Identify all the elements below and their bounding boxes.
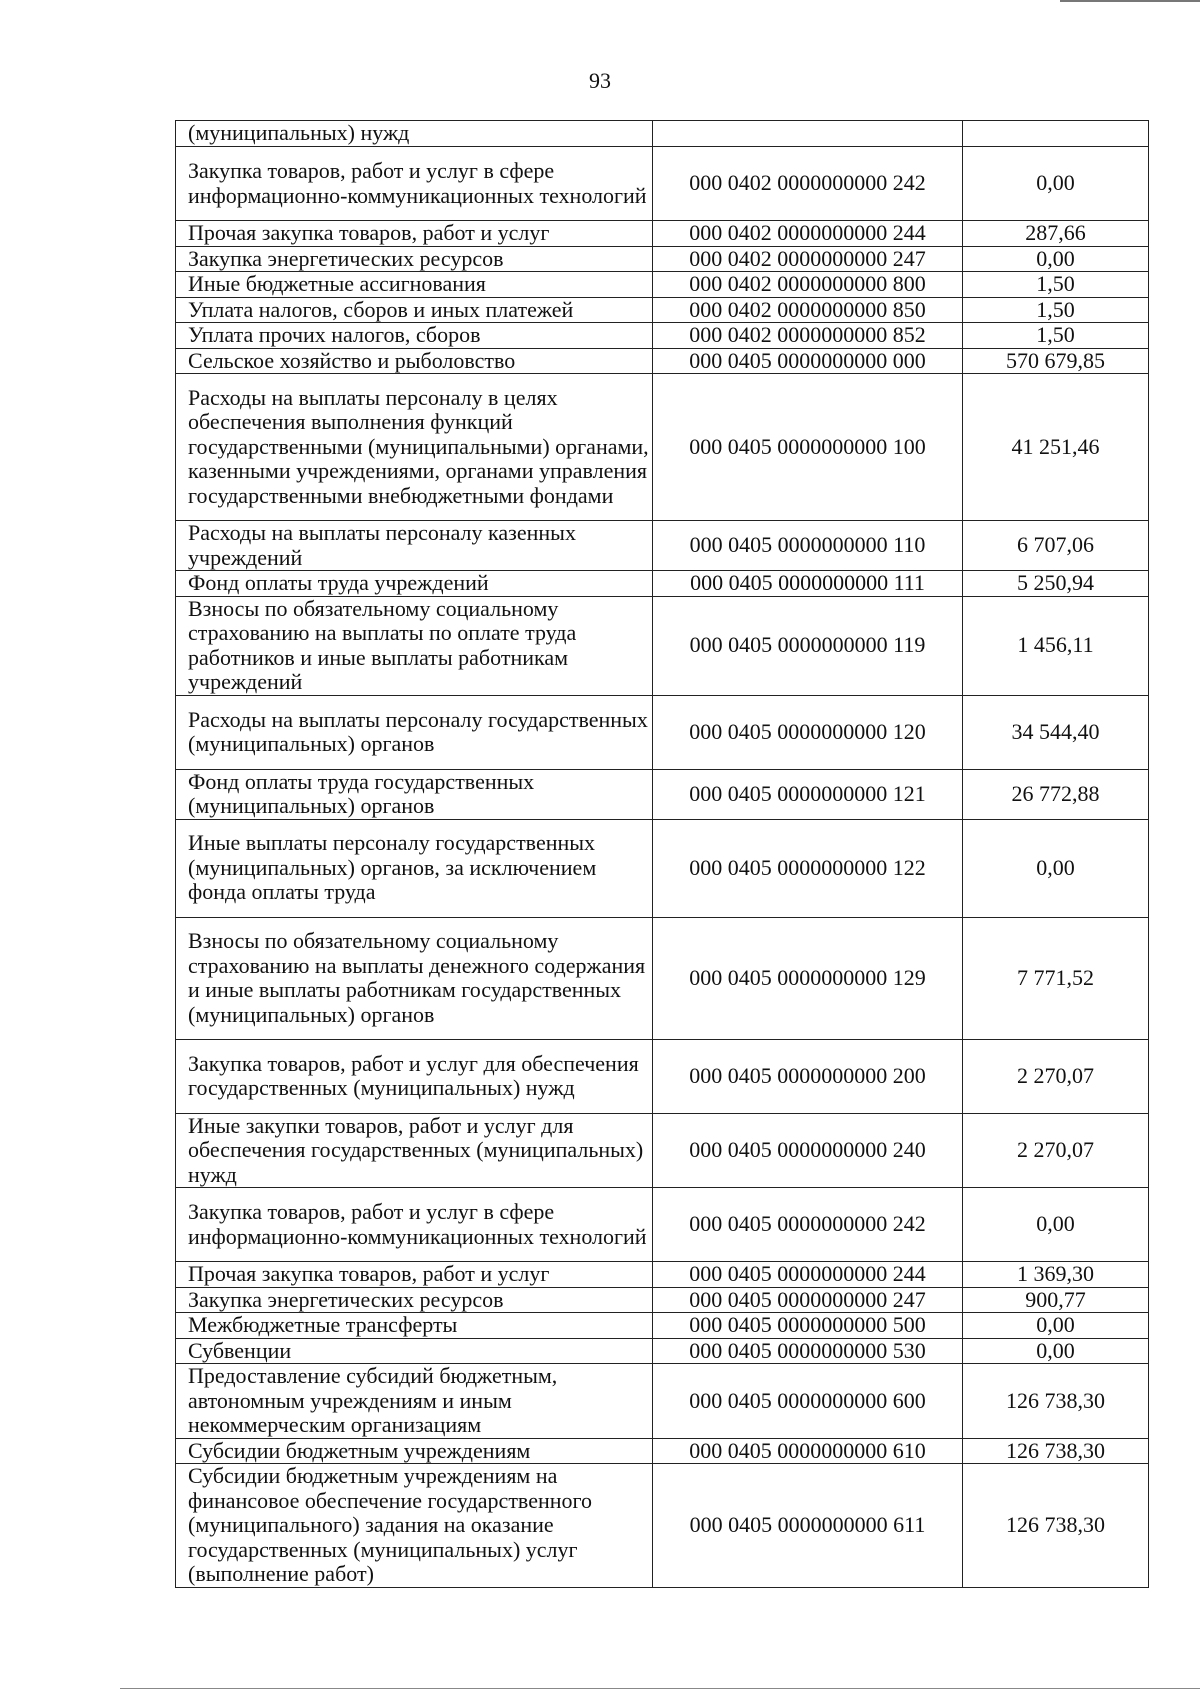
row-amount: 0,00 (963, 1313, 1149, 1339)
page-bottom-line (120, 1688, 1200, 1689)
row-budget-code: 000 0405 0000000000 129 (653, 917, 963, 1039)
row-amount: 41 251,46 (963, 374, 1149, 521)
row-budget-code: 000 0402 0000000000 247 (653, 246, 963, 272)
row-budget-code: 000 0405 0000000000 110 (653, 521, 963, 571)
table-row (176, 147, 1149, 221)
table-row (176, 297, 1149, 323)
table-row (176, 1262, 1149, 1288)
row-amount: 0,00 (963, 1338, 1149, 1364)
row-amount: 34 544,40 (963, 695, 1149, 769)
row-amount: 2 270,07 (963, 1113, 1149, 1188)
row-amount: 5 250,94 (963, 571, 1149, 597)
row-amount: 1,50 (963, 323, 1149, 349)
row-description: Фонд оплаты труда государственных (муниципальных) органов (176, 769, 653, 819)
scan-edge-line (1060, 0, 1200, 2)
row-budget-code: 000 0405 0000000000 000 (653, 348, 963, 374)
table-row (176, 1464, 1149, 1588)
row-amount: 7 771,52 (963, 917, 1149, 1039)
row-description: Закупка товаров, работ и услуг в сфере информационно-коммуникационных технологий (176, 147, 653, 221)
row-description: Закупка энергетических ресурсов (176, 1287, 653, 1313)
table-row (176, 1287, 1149, 1313)
table-row (176, 521, 1149, 571)
row-budget-code: 000 0405 0000000000 100 (653, 374, 963, 521)
row-amount: 1,50 (963, 272, 1149, 298)
row-description: (муниципальных) нужд (176, 121, 653, 147)
row-amount: 0,00 (963, 1188, 1149, 1262)
table-row (176, 374, 1149, 521)
row-description: Расходы на выплаты персоналу государственных (муниципальных) органов (176, 695, 653, 769)
row-budget-code: 000 0405 0000000000 240 (653, 1113, 963, 1188)
table-row (176, 121, 1149, 147)
row-description: Уплата налогов, сборов и иных платежей (176, 297, 653, 323)
row-amount: 287,66 (963, 221, 1149, 247)
row-budget-code (653, 121, 963, 147)
row-amount: 6 707,06 (963, 521, 1149, 571)
row-description: Субсидии бюджетным учреждениям на финансовое обеспечение государственного (муниципального) задания на оказание государственных (муниципальных) услуг (выполнение работ) (176, 1464, 653, 1588)
table-row (176, 1438, 1149, 1464)
table-row (176, 1188, 1149, 1262)
row-description: Иные бюджетные ассигнования (176, 272, 653, 298)
row-budget-code: 000 0405 0000000000 247 (653, 1287, 963, 1313)
table-row (176, 1313, 1149, 1339)
row-description: Взносы по обязательному социальному страхованию на выплаты денежного содержания и иные выплаты работникам государственных (муниципальных) органов (176, 917, 653, 1039)
table-row (176, 1113, 1149, 1188)
row-budget-code: 000 0405 0000000000 610 (653, 1438, 963, 1464)
table-row (176, 323, 1149, 349)
row-description: Расходы на выплаты персоналу казенных учреждений (176, 521, 653, 571)
row-budget-code: 000 0402 0000000000 800 (653, 272, 963, 298)
row-budget-code: 000 0405 0000000000 121 (653, 769, 963, 819)
row-amount: 900,77 (963, 1287, 1149, 1313)
row-description: Сельское хозяйство и рыболовство (176, 348, 653, 374)
row-amount: 1 369,30 (963, 1262, 1149, 1288)
row-description: Прочая закупка товаров, работ и услуг (176, 1262, 653, 1288)
table-row (176, 571, 1149, 597)
page-number: 93 (589, 68, 611, 93)
row-budget-code: 000 0402 0000000000 242 (653, 147, 963, 221)
row-amount: 126 738,30 (963, 1438, 1149, 1464)
row-budget-code: 000 0405 0000000000 122 (653, 819, 963, 917)
row-budget-code: 000 0405 0000000000 611 (653, 1464, 963, 1588)
budget-table-body (176, 121, 1149, 1588)
row-budget-code: 000 0405 0000000000 600 (653, 1364, 963, 1439)
row-description: Уплата прочих налогов, сборов (176, 323, 653, 349)
row-amount: 0,00 (963, 246, 1149, 272)
row-amount: 26 772,88 (963, 769, 1149, 819)
row-description: Расходы на выплаты персоналу в целях обеспечения выполнения функций государственными (муниципальными) органами, казенными учреждениями, органами управления государственными внебюджетными фондами (176, 374, 653, 521)
table-row (176, 1364, 1149, 1439)
table-row (176, 917, 1149, 1039)
row-amount: 0,00 (963, 819, 1149, 917)
row-amount: 0,00 (963, 147, 1149, 221)
row-amount: 126 738,30 (963, 1464, 1149, 1588)
table-row (176, 348, 1149, 374)
table-row (176, 1338, 1149, 1364)
row-description: Предоставление субсидий бюджетным, автономным учреждениям и иным некоммерческим организациям (176, 1364, 653, 1439)
row-description: Закупка энергетических ресурсов (176, 246, 653, 272)
row-budget-code: 000 0405 0000000000 119 (653, 596, 963, 695)
table-row (176, 221, 1149, 247)
row-description: Прочая закупка товаров, работ и услуг (176, 221, 653, 247)
row-budget-code: 000 0405 0000000000 500 (653, 1313, 963, 1339)
row-description: Фонд оплаты труда учреждений (176, 571, 653, 597)
row-amount (963, 121, 1149, 147)
row-description: Закупка товаров, работ и услуг в сфере информационно-коммуникационных технологий (176, 1188, 653, 1262)
table-row (176, 272, 1149, 298)
row-budget-code: 000 0405 0000000000 200 (653, 1039, 963, 1113)
table-row (176, 695, 1149, 769)
row-budget-code: 000 0405 0000000000 120 (653, 695, 963, 769)
row-budget-code: 000 0402 0000000000 244 (653, 221, 963, 247)
budget-table (175, 120, 1149, 1588)
row-description: Субвенции (176, 1338, 653, 1364)
row-amount: 1,50 (963, 297, 1149, 323)
row-description: Закупка товаров, работ и услуг для обеспечения государственных (муниципальных) нужд (176, 1039, 653, 1113)
table-row (176, 1039, 1149, 1113)
row-budget-code: 000 0405 0000000000 242 (653, 1188, 963, 1262)
table-row (176, 769, 1149, 819)
row-description: Взносы по обязательному социальному страхованию на выплаты по оплате труда работников и иные выплаты работникам учреждений (176, 596, 653, 695)
row-budget-code: 000 0405 0000000000 111 (653, 571, 963, 597)
row-amount: 126 738,30 (963, 1364, 1149, 1439)
row-budget-code: 000 0402 0000000000 850 (653, 297, 963, 323)
row-description: Иные закупки товаров, работ и услуг для обеспечения государственных (муниципальных) нужд (176, 1113, 653, 1188)
row-budget-code: 000 0402 0000000000 852 (653, 323, 963, 349)
row-budget-code: 000 0405 0000000000 530 (653, 1338, 963, 1364)
row-budget-code: 000 0405 0000000000 244 (653, 1262, 963, 1288)
row-description: Субсидии бюджетным учреждениям (176, 1438, 653, 1464)
table-row (176, 246, 1149, 272)
table-row (176, 819, 1149, 917)
row-amount: 570 679,85 (963, 348, 1149, 374)
row-amount: 2 270,07 (963, 1039, 1149, 1113)
row-description: Иные выплаты персоналу государственных (муниципальных) органов, за исключением фонда оплаты труда (176, 819, 653, 917)
table-row (176, 596, 1149, 695)
row-amount: 1 456,11 (963, 596, 1149, 695)
row-description: Межбюджетные трансферты (176, 1313, 653, 1339)
